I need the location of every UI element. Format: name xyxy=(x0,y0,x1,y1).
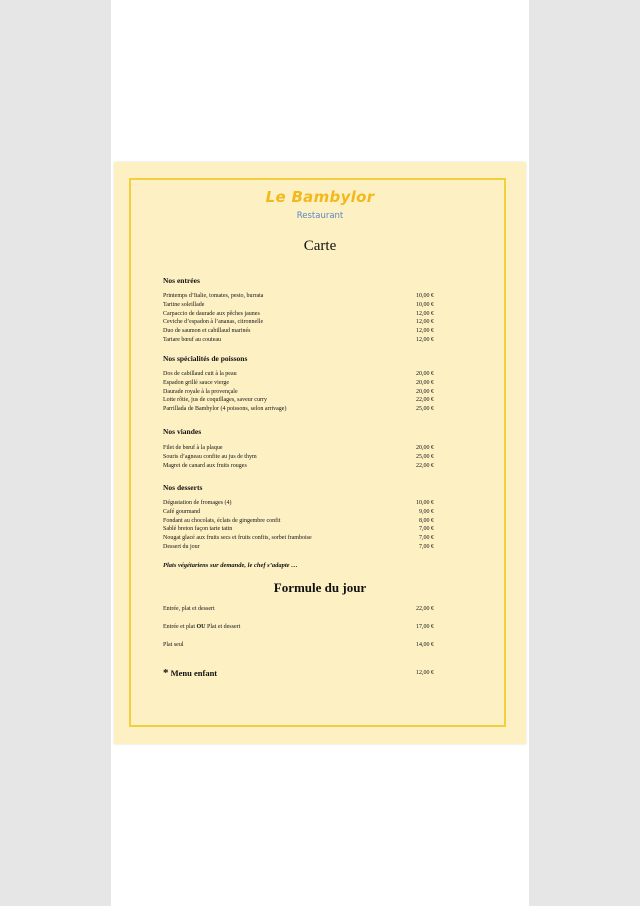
list-item xyxy=(163,301,434,310)
formule-row xyxy=(163,642,434,648)
item-name: Dessert du jour xyxy=(163,543,200,550)
vegetarian-note: Plats végétariens sur demande, le chef s’adapte … xyxy=(163,562,298,569)
menu-enfant-label xyxy=(163,667,217,679)
section-items-desserts xyxy=(163,499,434,552)
list-item xyxy=(163,396,434,405)
section-items-poissons xyxy=(163,370,434,414)
list-item xyxy=(163,388,434,397)
section-items-viandes xyxy=(163,444,434,470)
item-name: Lotte rôtie, jus de coquillages, saveur curry xyxy=(163,397,267,404)
formule-label-text: Entrée, plat et dessert xyxy=(163,606,215,612)
list-item xyxy=(163,534,434,543)
item-name: Nougat glacé aux fruits secs et fruits confits, sorbet framboise xyxy=(163,535,312,542)
item-name: Dégustation de fromages (4) xyxy=(163,500,232,506)
item-name: Daurade royale à la provençale xyxy=(163,388,238,395)
formule-label-text: Plat et dessert xyxy=(205,624,241,630)
brand-subtitle: Restaurant xyxy=(296,211,344,221)
list-item xyxy=(163,405,434,414)
formule-price: 22,00 € xyxy=(416,606,434,612)
item-price: 12,00 € xyxy=(416,319,434,326)
section-heading-desserts: Nos desserts xyxy=(163,483,203,492)
item-price: 10,00 € xyxy=(416,293,434,299)
formule-label-text: Plat seul xyxy=(163,642,184,648)
list-item xyxy=(163,370,434,379)
item-name: Tartine soleillade xyxy=(163,301,205,308)
item-price: 20,00 € xyxy=(416,379,434,386)
item-price: 22,00 € xyxy=(416,462,434,469)
list-item xyxy=(163,462,434,471)
item-name: Duo de saumon et cabillaud marinés xyxy=(163,328,251,335)
item-price: 20,00 € xyxy=(416,388,434,395)
formule-label xyxy=(163,606,215,612)
section-heading-poissons: Nos spécialités de poissons xyxy=(163,354,248,363)
list-item xyxy=(163,525,434,534)
list-item xyxy=(163,379,434,388)
formule-label xyxy=(163,642,184,648)
item-price: 9,00 € xyxy=(419,508,434,515)
formule-label-text: Entrée et plat xyxy=(163,624,197,630)
menu-enfant-text: Menu enfant xyxy=(170,668,218,678)
item-price: 12,00 € xyxy=(416,310,434,317)
menu-enfant-price: 12,00 € xyxy=(416,670,434,676)
formule-label-bold: OU xyxy=(196,624,206,630)
item-price: 25,00 € xyxy=(416,406,434,413)
item-name: Café gourmand xyxy=(163,508,201,515)
item-price: 7,00 € xyxy=(419,543,434,550)
item-price: 8,00 € xyxy=(419,517,434,524)
item-name: Parrillada de Bambylor (4 poissons, selon arrivage) xyxy=(163,406,287,413)
formule-label xyxy=(163,624,240,630)
formule-title: Formule du jour xyxy=(273,580,367,595)
list-item xyxy=(163,499,434,508)
page-title: Carte xyxy=(303,238,337,254)
brand-logo: Le Bambylor xyxy=(265,188,375,206)
list-item xyxy=(163,327,434,336)
item-price: 25,00 € xyxy=(416,453,434,460)
item-name: Printemps d’Italie, tomates, pesto, burrata xyxy=(163,293,264,299)
item-name: Fondant au chocolats, éclats de gingembre confit xyxy=(163,517,281,524)
item-price: 22,00 € xyxy=(416,397,434,404)
item-price: 12,00 € xyxy=(416,328,434,335)
item-price: 20,00 € xyxy=(416,371,434,377)
list-item xyxy=(163,336,434,345)
item-price: 20,00 € xyxy=(416,445,434,451)
item-name: Filet de bœuf à la plaque xyxy=(163,445,223,451)
item-name: Espadon grillé sauce vierge xyxy=(163,379,230,386)
item-name: Magret de canard aux fruits rouges xyxy=(163,462,247,469)
item-price: 12,00 € xyxy=(416,336,434,343)
list-item xyxy=(163,543,434,552)
item-name: Dos de cabillaud cuit à la peau xyxy=(163,371,237,377)
section-heading-entrees: Nos entrées xyxy=(163,276,200,285)
list-item xyxy=(163,517,434,526)
formule-price: 14,00 € xyxy=(416,642,434,648)
formule-price: 17,00 € xyxy=(416,624,434,630)
section-items-entrees xyxy=(163,292,434,345)
menu-enfant-row xyxy=(163,667,434,679)
item-price: 10,00 € xyxy=(416,301,434,308)
item-price: 7,00 € xyxy=(419,535,434,542)
item-name: Tartare bœuf au couteau xyxy=(163,336,222,343)
list-item xyxy=(163,310,434,319)
list-item xyxy=(163,292,434,301)
list-item xyxy=(163,508,434,517)
item-name: Carpaccio de daurade aux pêches jaunes xyxy=(163,310,260,317)
section-heading-viandes: Nos viandes xyxy=(163,427,202,436)
item-price: 10,00 € xyxy=(416,500,434,506)
list-item xyxy=(163,318,434,327)
list-item xyxy=(163,444,434,453)
item-name: Ceviche d’espadon à l’ananas, citronnelle xyxy=(163,319,264,326)
formule-row xyxy=(163,624,434,630)
item-name: Souris d’agneau confite au jus de thym xyxy=(163,453,257,460)
list-item xyxy=(163,453,434,462)
item-price: 7,00 € xyxy=(419,526,434,533)
menu-card xyxy=(114,162,526,744)
formule-row xyxy=(163,606,434,612)
asterisk-icon: * xyxy=(163,667,169,679)
item-name: Sablé breton façon tarte tatin xyxy=(163,526,233,533)
